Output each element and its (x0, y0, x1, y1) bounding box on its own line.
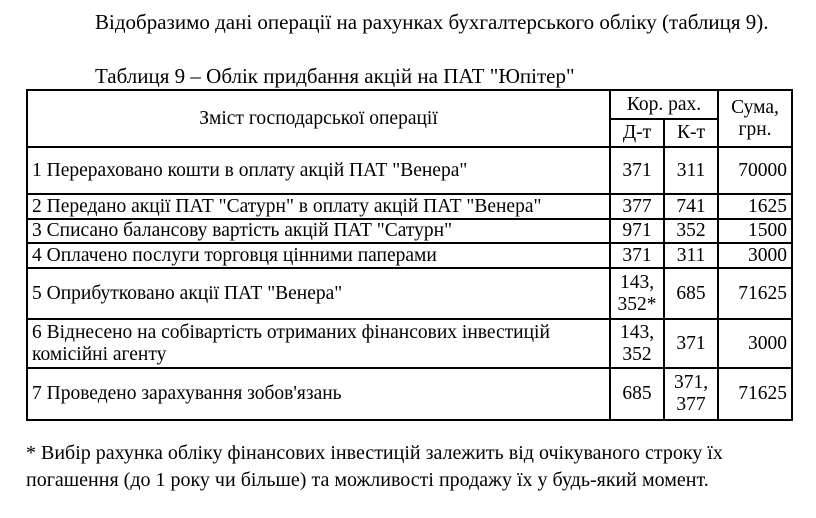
table-row (27, 368, 792, 420)
row-text: 4 Оплачено послуги торговця цінними паперами (27, 243, 610, 268)
row-sum: 3000 (718, 243, 792, 268)
row-debit: 685 (610, 368, 664, 420)
row-debit: 377 (610, 194, 664, 219)
table-row (27, 268, 792, 319)
row-text: 5 Оприбутковано акції ПАТ "Венера" (27, 268, 610, 319)
header-credit: К-т (664, 119, 718, 147)
row-debit: 143, 352 (610, 319, 664, 368)
row-sum: 71625 (718, 368, 792, 420)
row-text: 2 Передано акції ПАТ "Сатурн" в оплату акцій ПАТ "Венера" (27, 194, 610, 219)
row-credit: 685 (664, 268, 718, 319)
header-sum: Сума, грн. (718, 90, 792, 147)
row-text: 7 Проведено зарахування зобов'язань (27, 368, 610, 420)
row-credit: 311 (664, 243, 718, 268)
table-row (27, 243, 792, 268)
intro-text: Відобразимо дані операції на рахунках бухгалтерського обліку (таблиця 9). (95, 10, 769, 34)
row-text: 6 Віднесено на собівартість отриманих фінансових інвестицій комісійні агенту (27, 319, 610, 368)
footnote: * Вибір рахунка обліку фінансових інвестицій залежить від очікуваного строку їх погашення (до 1 року чи більше) та можливості продажу їх у будь-який момент. (26, 442, 723, 491)
row-sum: 71625 (718, 268, 792, 319)
operations-table (26, 89, 793, 421)
header-content: Зміст господарської операції (27, 90, 610, 147)
row-debit: 371 (610, 147, 664, 194)
row-credit: 371 (664, 319, 718, 368)
table-caption: Таблиця 9 – Облік придбання акцій на ПАТ "Юпітер" (95, 64, 575, 88)
table-row (27, 219, 792, 243)
row-debit: 971 (610, 219, 664, 243)
table-row (27, 319, 792, 368)
row-credit: 352 (664, 219, 718, 243)
row-credit: 371, 377 (664, 368, 718, 420)
row-debit: 143, 352* (610, 268, 664, 319)
row-debit: 371 (610, 243, 664, 268)
row-sum: 1625 (718, 194, 792, 219)
header-debit: Д-т (610, 119, 664, 147)
row-sum: 3000 (718, 319, 792, 368)
row-credit: 741 (664, 194, 718, 219)
row-credit: 311 (664, 147, 718, 194)
row-text: 3 Списано балансову вартість акцій ПАТ "Сатурн" (27, 219, 610, 243)
row-sum: 70000 (718, 147, 792, 194)
table-row (27, 147, 792, 194)
table-row (27, 194, 792, 219)
header-cor: Кор. рах. (610, 90, 718, 119)
row-sum: 1500 (718, 219, 792, 243)
row-text: 1 Перераховано кошти в оплату акцій ПАТ "Венера" (27, 147, 610, 194)
